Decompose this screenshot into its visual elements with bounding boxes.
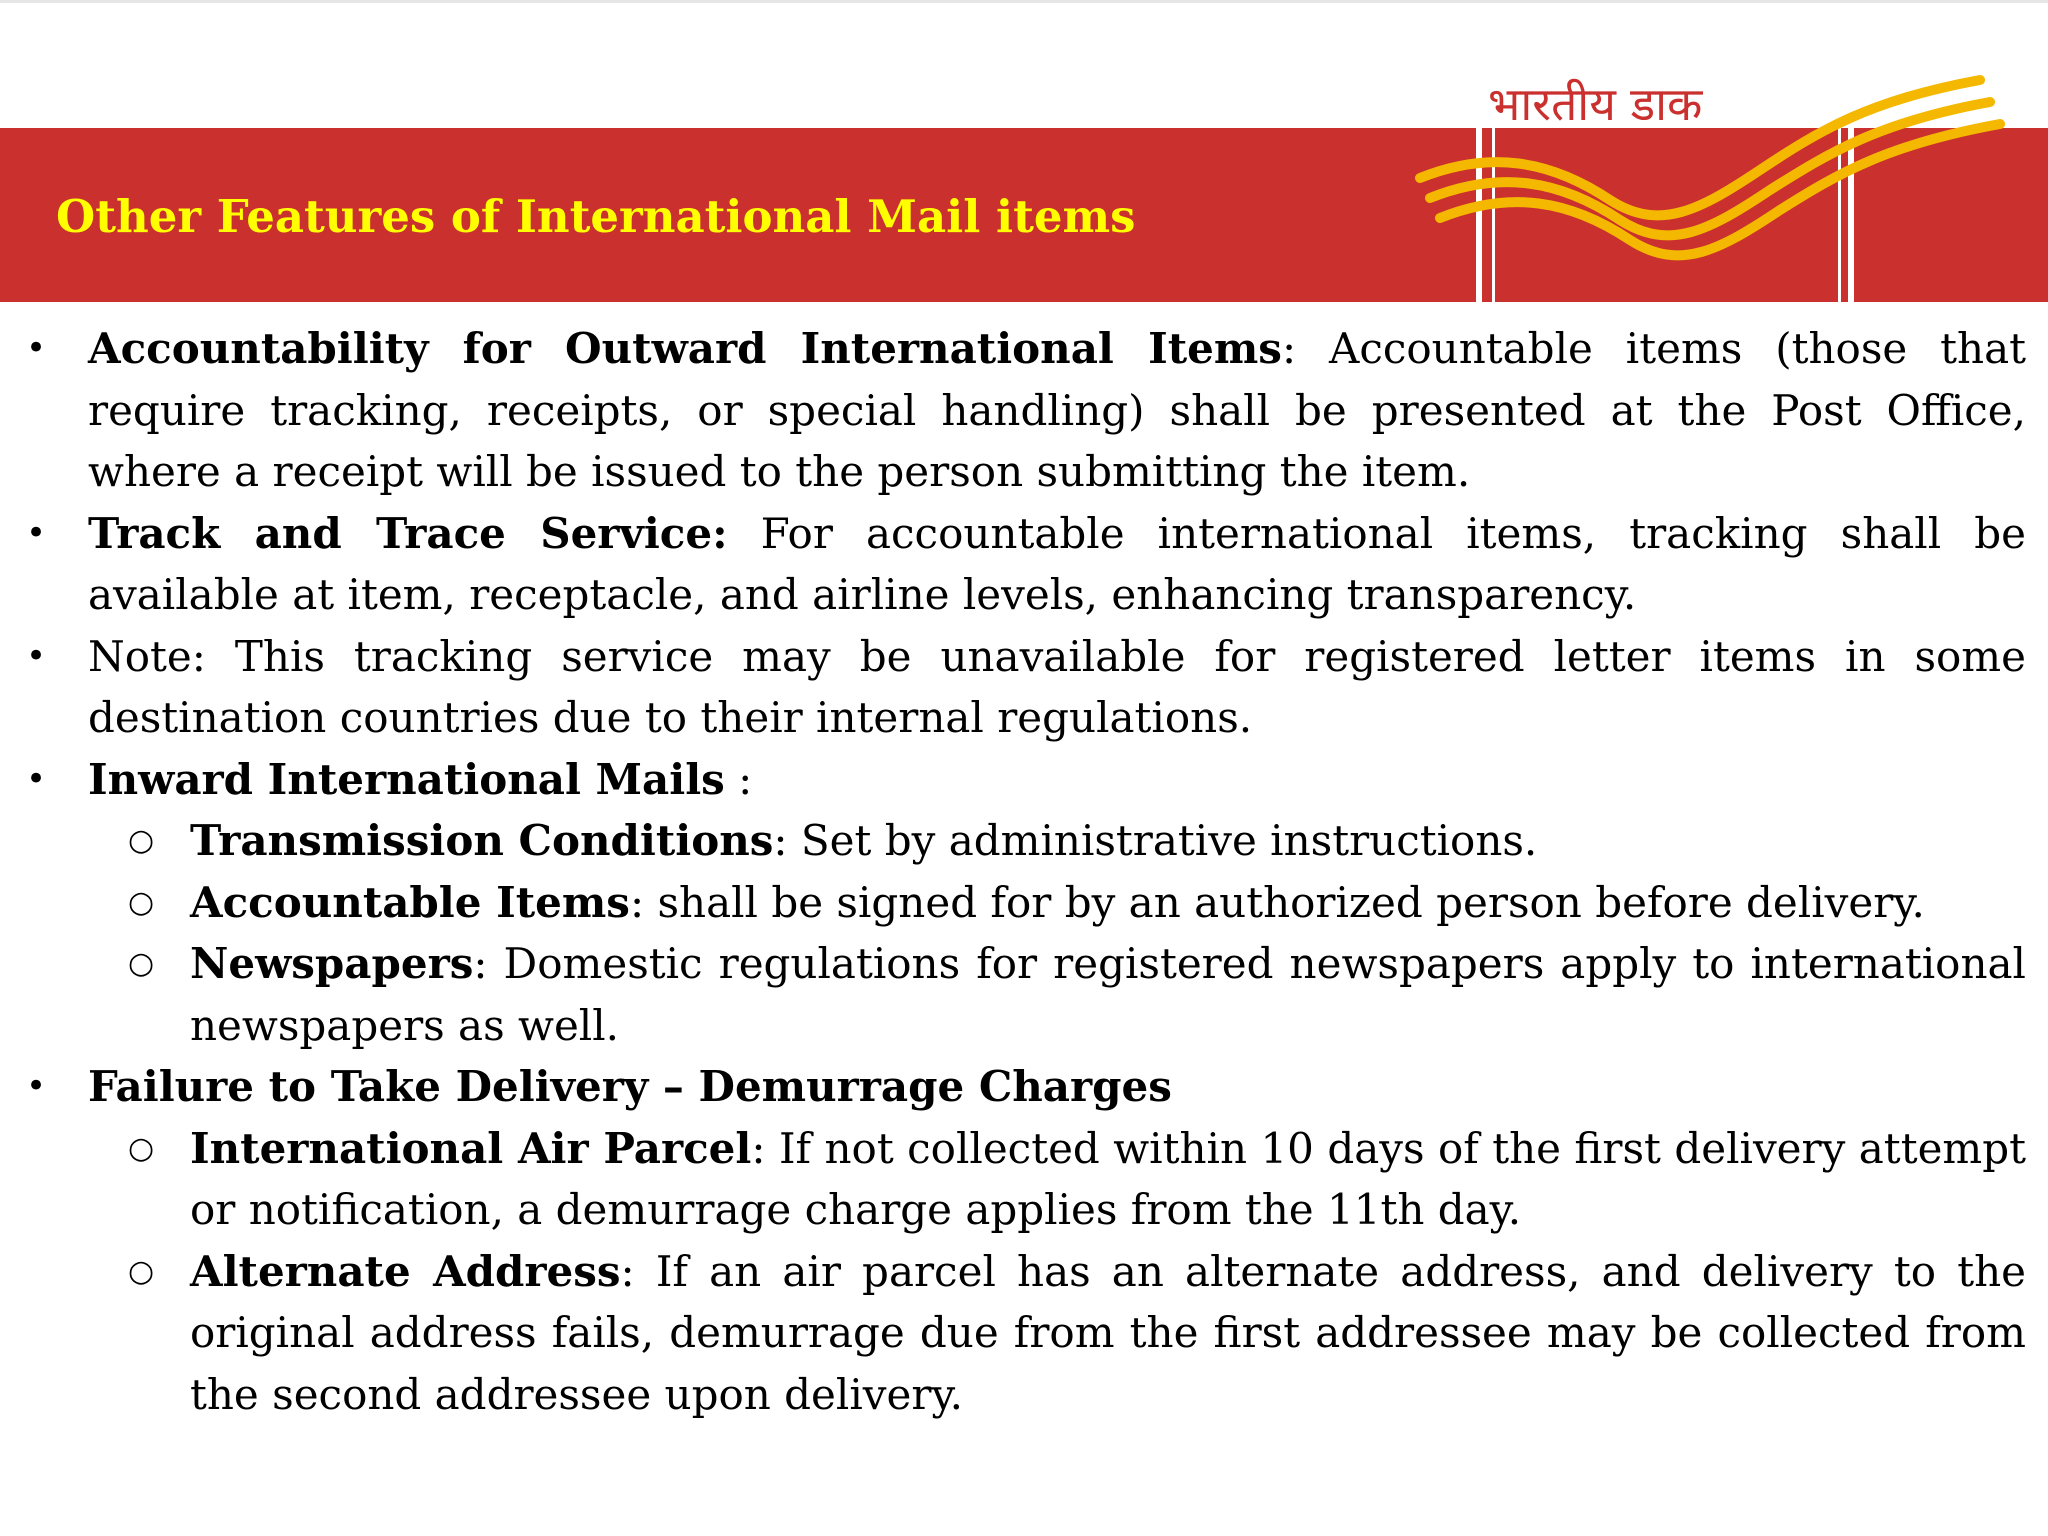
item-heading: Newspapers (190, 939, 474, 988)
sub-list-item (128, 933, 2026, 1056)
item-text: : shall be signed for by an authorized person before delivery. (629, 877, 1925, 927)
page-title: Other Features of International Mail items (56, 190, 1136, 243)
sub-list-item (128, 872, 2026, 934)
list-item (26, 1056, 2026, 1118)
top-rule (0, 0, 2048, 3)
bullet-circle: ○ (128, 823, 155, 858)
item-text: Note: This tracking service may be unavailable for registered letter items in some destination countries due to their internal regulations. (88, 631, 2026, 742)
bullet-disc: • (26, 512, 47, 553)
logo-text: भारतीय डाक (1488, 77, 1703, 131)
item-heading: Accountable Items (190, 877, 630, 927)
item-heading: Alternate Address (190, 1246, 621, 1296)
list-item (26, 503, 2026, 626)
bullet-circle: ○ (128, 1253, 155, 1289)
bullet-list (0, 318, 2048, 1425)
list-item (26, 749, 2026, 811)
sub-list-item (128, 810, 2026, 872)
bullet-disc: • (26, 328, 47, 368)
bullet-disc: • (26, 635, 47, 676)
item-text: : (724, 754, 753, 804)
logo-line-right (1848, 128, 1854, 302)
logo-line-left-thin (1492, 128, 1495, 302)
item-text: : If an air parcel has an alternate address, and delivery to the original address fails, demurrage due from the first addressee may be collected from the second addressee upon delivery. (190, 1246, 2027, 1419)
bullet-disc: • (26, 758, 47, 799)
item-heading: International Air Parcel (190, 1123, 752, 1173)
item-text: : Accountable items (those that require tracking, receipts, or special handling) shall be presented at the Post Office, where a receipt will be issued to the person submitting the item. (88, 324, 2027, 496)
list-item (26, 318, 2027, 503)
item-text: : Domestic regulations for registered newspapers apply to international newspapers as well. (190, 939, 2026, 1050)
bullet-circle: ○ (128, 946, 155, 981)
bullet-circle: ○ (128, 1130, 155, 1166)
item-text: : Set by administrative instructions. (773, 816, 1538, 865)
item-heading: Transmission Conditions (190, 816, 774, 865)
item-heading: Track and Trace Service: (88, 508, 728, 558)
logo-line-left (1476, 128, 1482, 302)
item-heading: Failure to Take Delivery – Demurrage Charges (88, 1062, 1172, 1111)
item-text: : If not collected within 10 days of the first delivery attempt or notification, a demurrage charge applies from the 11th day. (190, 1123, 2027, 1234)
list-item (26, 626, 2026, 749)
item-text: For accountable international items, tracking shall be available at item, receptacle, and airline levels, enhancing transparency. (88, 508, 2026, 619)
item-heading: Inward International Mails (88, 754, 725, 804)
sub-list-item (128, 1118, 2027, 1241)
item-heading: Accountability for Outward International Items (88, 324, 1282, 373)
bullet-disc: • (26, 1066, 47, 1106)
sub-list-item (128, 1241, 2027, 1426)
bullet-circle: ○ (128, 884, 155, 920)
